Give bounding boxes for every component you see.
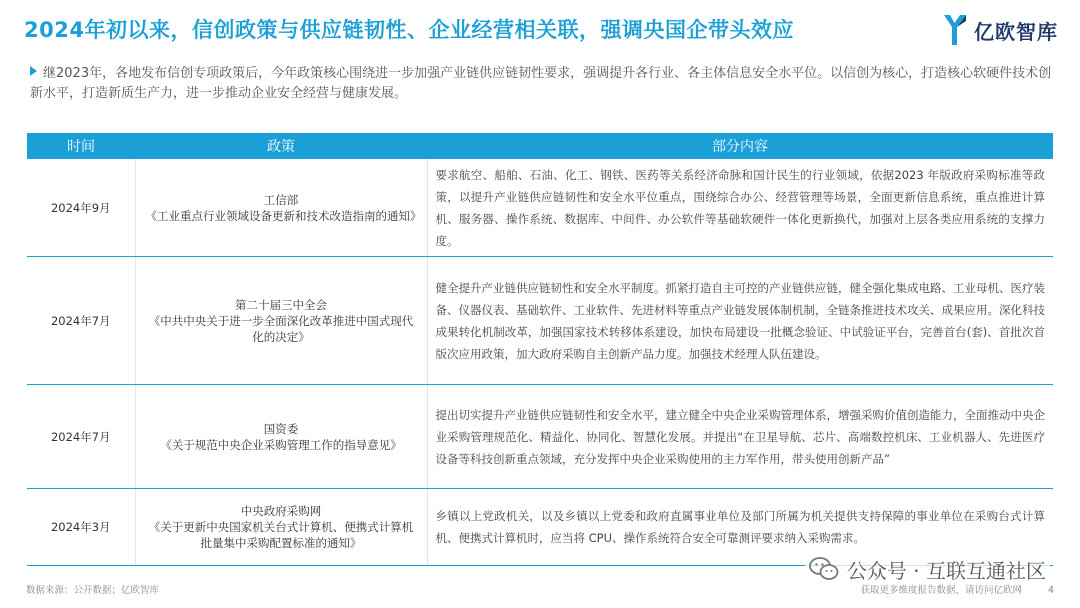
row-time: 2024年7月	[27, 257, 135, 385]
column-header-content: 部分内容	[427, 133, 1053, 159]
table-header-row	[27, 133, 1053, 159]
row-policy	[135, 257, 427, 385]
yiou-logo-icon	[942, 13, 968, 47]
brand-logo	[942, 12, 1058, 48]
row-content: 乡镇以上党政机关，以及乡镇以上党委和政府直属事业单位及部门所属为机关提供支持保障的事业单位在采购台式计算机、便携式计算机时，应当将 CPU、操作系统符合安全可靠测评要求纳入采购需求。	[427, 489, 1053, 566]
row-time: 2024年3月	[27, 489, 135, 566]
row-content: 要求航空、船舶、石油、化工、钢铁、医药等关系经济命脉和国计民生的行业领域，依据2023 年版政府采购标准等政策，以提升产业链供应链韧性和安全水平位重点，围绕综合办公、经营管理等场景，全面更新信息系统，重点推进计算机、服务器、操作系统、数据库、中间件、办公软件等基础软硬件一体化更新换代，加强对上层各类应用系统的支撑力度。	[427, 159, 1053, 257]
row-content: 提出切实提升产业链供应链韧性和安全水平，建立健全中央企业采购管理体系，增强采购价值创造能力，全面推动中央企业采购管理规范化、精益化、协同化、智慧化发展。并提出“在卫星导航、芯片、高端数控机床、工业机器人、先进医疗设备等科技创新重点领域，充分发挥中央企业采购使用的主力军作用，带头使用创新产品”	[427, 385, 1053, 489]
row-policy	[135, 159, 427, 257]
triangle-bullet-icon	[30, 66, 37, 76]
data-source: 数据来源：公开数据；亿欧智库	[26, 585, 160, 596]
logo-text: 亿欧智库	[974, 19, 1058, 44]
wechat-icon	[809, 556, 839, 582]
column-header-policy: 政策	[135, 133, 427, 159]
policy-title: 《工业重点行业领域设备更新和技术改造指南的通知》	[145, 208, 422, 223]
page-title: 2024年初以来，信创政策与供应链韧性、企业经营相关联，强调央国企带头效应	[24, 18, 794, 42]
policy-title: 《关于规范中央企业采购管理工作的指导意见》	[160, 437, 402, 452]
row-time: 2024年7月	[27, 385, 135, 489]
policy-title: 《关于更新中央国家机关台式计算机、便携式计算机批量集中采购配置标准的通知》	[148, 520, 414, 550]
policy-issuer: 第二十届三中全会	[235, 297, 327, 312]
intro-paragraph	[30, 64, 1060, 104]
table-row	[27, 159, 1053, 257]
footer-note: 获取更多维度报告数据，请访问亿欧网	[860, 585, 1022, 596]
table-row	[27, 385, 1053, 489]
wechat-watermark	[805, 554, 1050, 584]
wechat-text: 公众号 · 互联互通社区	[846, 558, 1046, 583]
policy-issuer: 工信部	[263, 192, 299, 207]
row-policy	[135, 385, 427, 489]
table-row	[27, 257, 1053, 385]
row-policy	[135, 489, 427, 566]
intro-text: 继2023年，各地发布信创专项政策后，今年政策核心围绕进一步加强产业链供应链韧性要求，强调提升各行业、各主体信息安全水平位。以信创为核心，打造核心软硬件技术创新水平，打造新质生产力，进一步推动企业安全经营与健康发展。	[30, 66, 1052, 101]
page-number: 4	[1047, 585, 1054, 596]
policy-issuer: 中央政府采购网	[240, 504, 322, 518]
policy-table	[27, 133, 1053, 566]
policy-issuer: 国资委	[263, 421, 299, 436]
row-content: 健全提升产业链供应链韧性和安全水平制度。抓紧打造自主可控的产业链供应链，健全强化集成电路、工业母机、医疗装备、仪器仪表、基础软件、工业软件、先进材料等重点产业链发展体制机制，全链条推进技术攻关、成果应用。深化科技成果转化机制改革，加强国家技术转移体系建设，加快布局建设一批概念验证、中试验证平台，完善首台(套)、首批次首版次应用政策，加大政府采购自主创新产品力度。加强技术经理人队伍建设。	[427, 257, 1053, 385]
row-time: 2024年9月	[27, 159, 135, 257]
policy-title: 《中共中央关于进一步全面深化改革推进中国式现代化的决定》	[148, 313, 414, 344]
column-header-time: 时间	[27, 133, 135, 159]
